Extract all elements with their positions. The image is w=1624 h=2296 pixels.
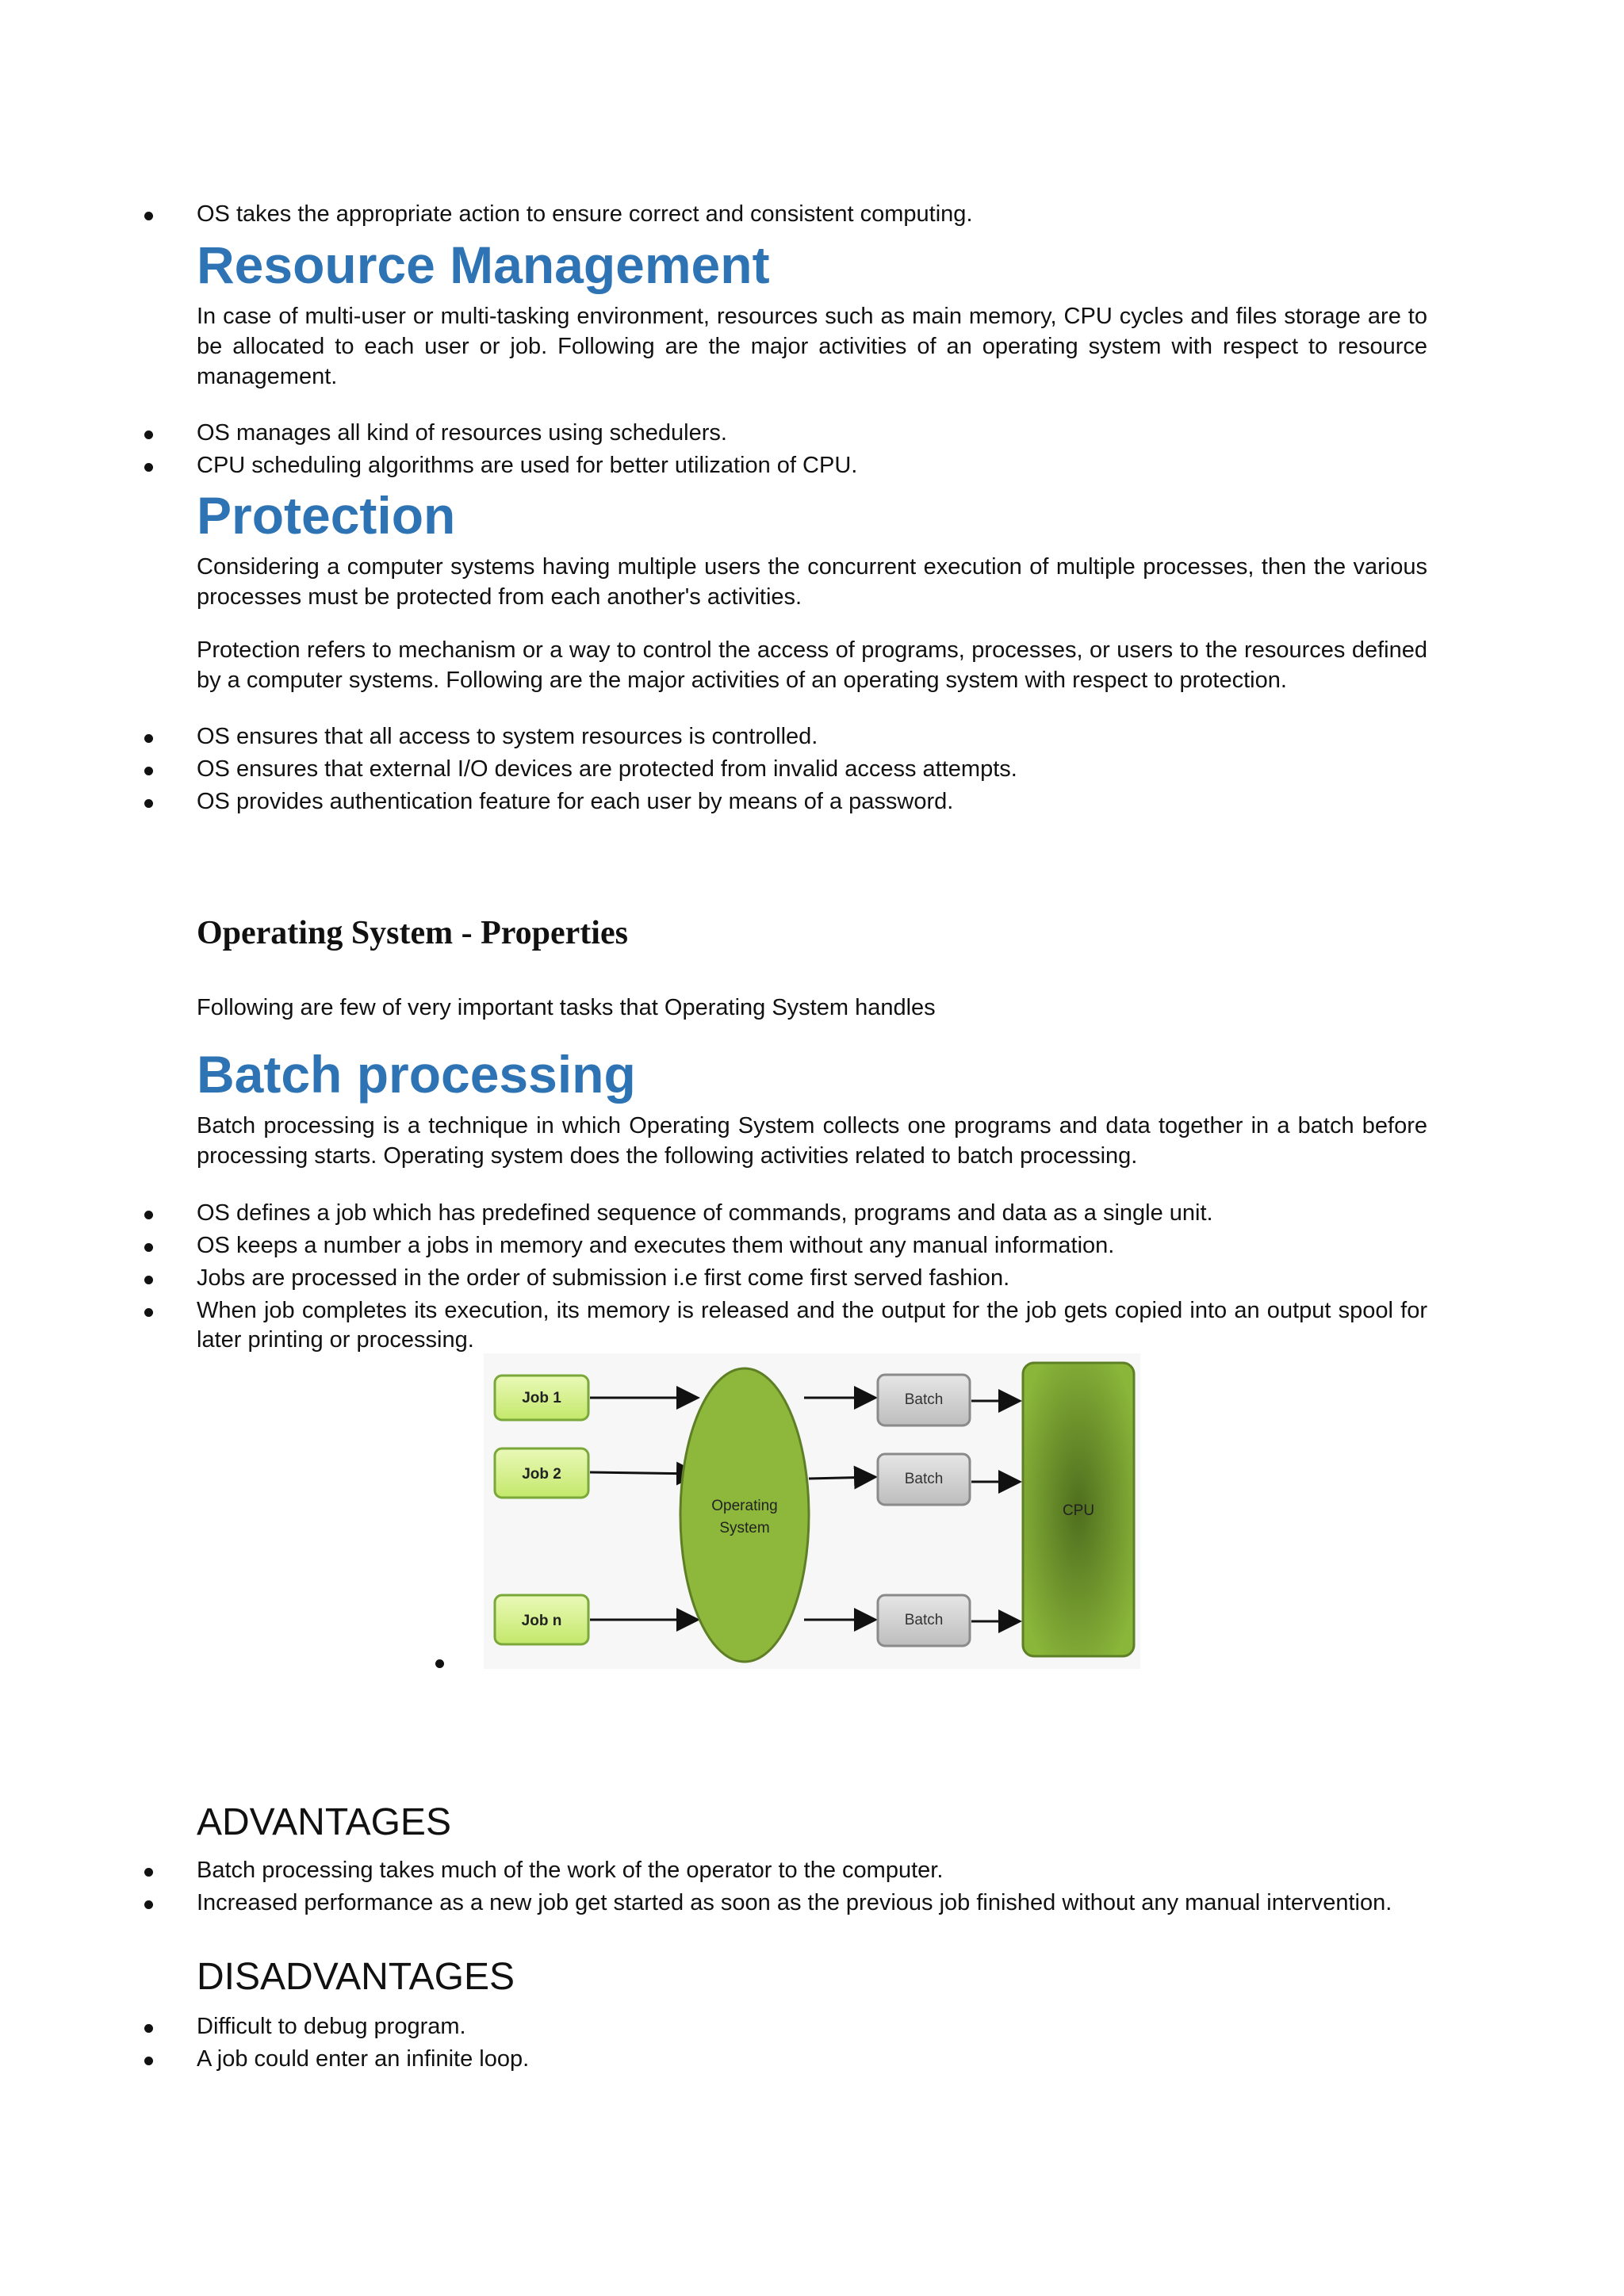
protection-paragraph-1: Considering a computer systems having multiple users the concurrent execution of multiple processes, then the various processes must be protected from each another's activities. <box>197 554 1427 610</box>
bullet-dot <box>144 463 153 472</box>
list-item-text: CPU scheduling algorithms are used for better utilization of CPU. <box>197 453 858 478</box>
arrow <box>590 1472 698 1474</box>
batch-box-3 <box>878 1595 970 1646</box>
bullet-dot <box>144 1308 153 1317</box>
bullet-dot <box>144 1868 153 1877</box>
list-item-text: OS ensures that all access to system resources is controlled. <box>197 724 818 749</box>
bullet-dot <box>144 799 153 808</box>
list-item-text: OS provides authentication feature for each user by means of a password. <box>197 789 954 814</box>
properties-intro: Following are few of very important tasks that Operating System handles <box>197 995 936 1020</box>
batch-label: Batch <box>904 1612 944 1628</box>
bullet-dot <box>144 1211 153 1219</box>
job-label: Job 1 <box>522 1390 561 1406</box>
resource-management-paragraph: In case of multi-user or multi-tasking environment, resources such as main memory, CPU cycles and files storage are to be allocated to each user or job. Following are the major activities of an operating system with respect to resource management. <box>197 304 1427 389</box>
batch-box-2 <box>878 1454 970 1505</box>
properties-heading: Operating System - Properties <box>197 915 628 951</box>
bullet-dot <box>144 430 153 439</box>
list-item-text: OS defines a job which has predefined sequence of commands, programs and data as a single unit. <box>197 1200 1213 1226</box>
bullet-dot <box>144 767 153 775</box>
operating-system-node <box>680 1368 809 1662</box>
resource-management-heading: Resource Management <box>197 235 770 294</box>
list-item-text: OS manages all kind of resources using schedulers. <box>197 420 727 446</box>
advantages-heading: ADVANTAGES <box>197 1801 451 1843</box>
disadvantages-heading: DISADVANTAGES <box>197 1956 515 1998</box>
list-item-text: Increased performance as a new job get started as soon as the previous job finished without any manual intervention. <box>197 1890 1392 1915</box>
bullet-dot <box>144 734 153 743</box>
list-item-text: When job completes its execution, its memory is released and the output for the job gets copied into an output spool for later printing or processing. <box>197 1298 1427 1353</box>
protection-heading: Protection <box>197 486 456 545</box>
list-item-text: A job could enter an infinite loop. <box>197 2046 530 2072</box>
diagram-svg <box>484 1353 1140 1669</box>
batch-label: Batch <box>904 1391 944 1408</box>
os-label-line-1: Operating <box>711 1498 778 1514</box>
list-item-text: Batch processing takes much of the work of the operator to the computer. <box>197 1858 944 1883</box>
bullet-dot <box>144 2024 153 2033</box>
list-item-text: Difficult to debug program. <box>197 2014 466 2039</box>
bullet-dot <box>144 2057 153 2065</box>
os-label-line-2: System <box>719 1520 770 1536</box>
list-item-text: OS ensures that external I/O devices are protected from invalid access attempts. <box>197 756 1017 782</box>
cpu-node <box>1023 1363 1134 1656</box>
job-box-n <box>495 1595 588 1644</box>
batch-label: Batch <box>904 1471 944 1487</box>
bullet-dot <box>435 1659 444 1668</box>
arrow <box>809 1477 875 1479</box>
batch-processing-diagram <box>484 1353 1140 1669</box>
protection-paragraph-2: Protection refers to mechanism or a way to control the access of programs, processes, or users to the resources defined by a computer systems. Following are the major activities of an operating system with respect to protection. <box>197 637 1427 693</box>
bullet-dot <box>144 1900 153 1909</box>
bullet-dot <box>144 1243 153 1252</box>
job-label: Job n <box>521 1613 562 1629</box>
list-item-text: OS takes the appropriate action to ensure correct and consistent computing. <box>197 201 973 227</box>
batch-processing-heading: Batch processing <box>197 1045 636 1104</box>
batch-processing-paragraph: Batch processing is a technique in which Operating System collects one programs and data together in a batch before processing starts. Operating system does the following activities related to batch processing. <box>197 1113 1427 1169</box>
batch-box-1 <box>878 1375 970 1425</box>
job-label: Job 2 <box>522 1466 561 1483</box>
job-box-1 <box>495 1376 588 1420</box>
job-box-2 <box>495 1448 588 1498</box>
bullet-dot <box>144 1276 153 1284</box>
cpu-label: CPU <box>1062 1502 1095 1519</box>
bullet-dot <box>144 212 153 220</box>
list-item-text: Jobs are processed in the order of submission i.e first come first served fashion. <box>197 1265 1010 1291</box>
list-item-text: OS keeps a number a jobs in memory and executes them without any manual information. <box>197 1233 1115 1258</box>
